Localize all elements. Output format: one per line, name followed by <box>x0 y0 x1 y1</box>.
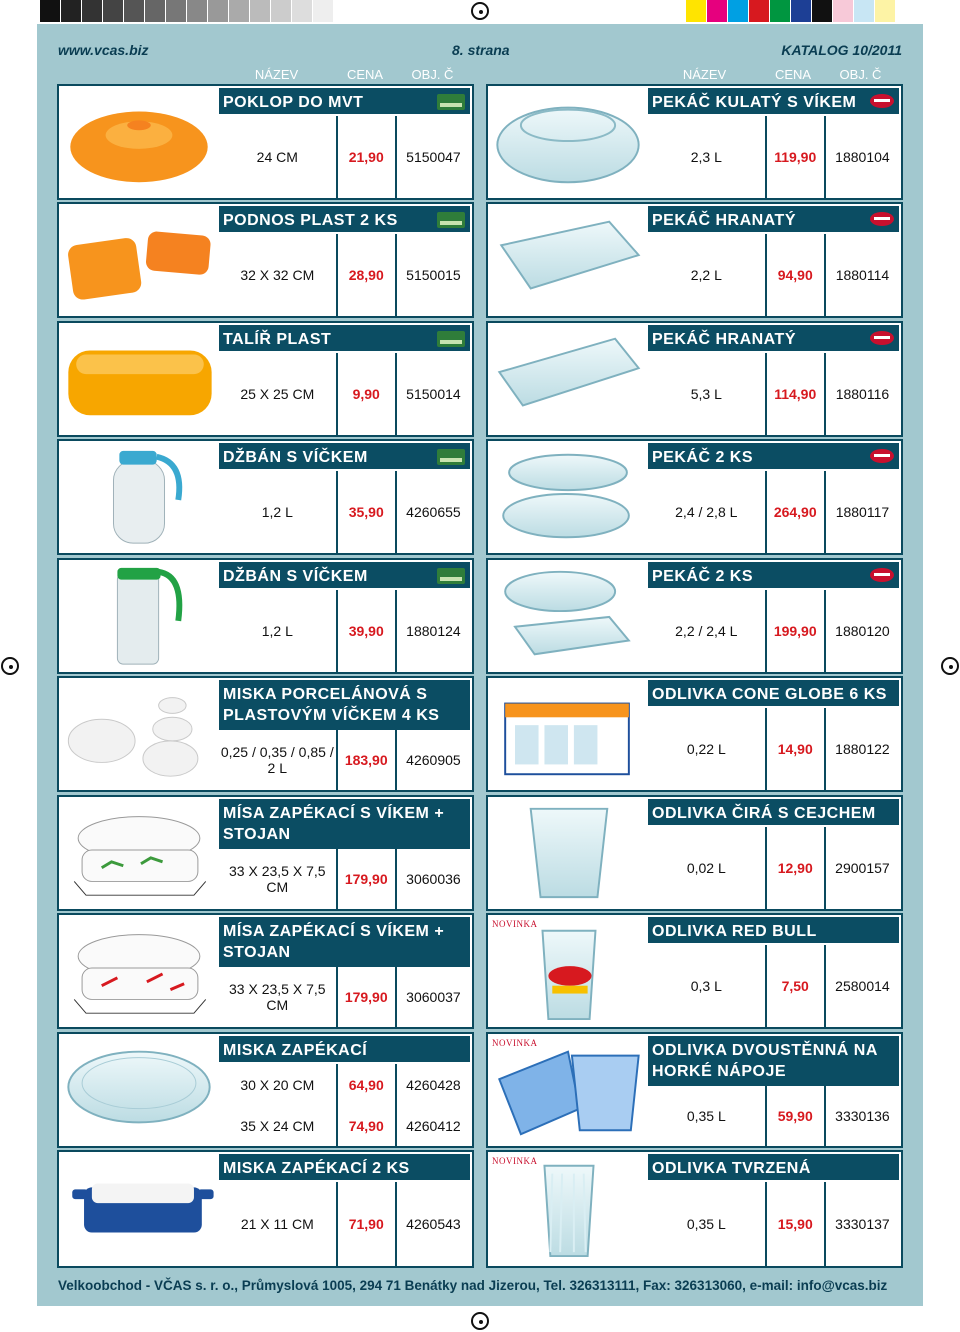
product-card[interactable] <box>486 913 903 1029</box>
product-size: 0,35 L <box>686 1216 726 1232</box>
product-code: 4260905 <box>395 730 470 790</box>
product-price: 119,90 <box>765 116 824 198</box>
brand-logo-icon <box>436 93 466 116</box>
product-title: TALÍŘ PLAST <box>219 325 470 351</box>
brand-logo-icon <box>869 93 895 114</box>
product-size: 21 X 11 CM <box>240 1216 314 1232</box>
product-image <box>61 88 217 194</box>
product-row <box>648 1182 899 1266</box>
product-title: MÍSA ZAPÉKACÍ S VÍKEM + STOJAN <box>219 917 470 967</box>
product-card[interactable] <box>486 676 903 792</box>
column-name: NÁZEV <box>682 67 727 82</box>
product-image <box>61 325 217 431</box>
product-title: POKLOP DO MVT <box>219 88 470 114</box>
product-title: PEKÁČ HRANATÝ <box>648 206 899 232</box>
product-code: 1880122 <box>824 708 899 790</box>
product-row <box>219 1105 470 1146</box>
product-card[interactable] <box>486 439 903 555</box>
product-price: 15,90 <box>765 1182 824 1266</box>
product-code: 1880114 <box>824 234 899 316</box>
product-size: 32 X 32 CM <box>240 267 315 283</box>
product-title: ODLIVKA ČIRÁ S CEJCHEM <box>648 799 899 825</box>
product-card[interactable] <box>486 202 903 318</box>
product-row <box>219 967 470 1027</box>
product-title: PEKÁČ 2 KS <box>648 443 899 469</box>
product-card[interactable] <box>486 1032 903 1148</box>
product-title: MÍSA ZAPÉKACÍ S VÍKEM + STOJAN <box>219 799 470 849</box>
product-image <box>490 206 646 312</box>
product-row <box>648 945 899 1027</box>
product-size: 1,2 L <box>261 504 293 520</box>
product-title: ODLIVKA RED BULL <box>648 917 899 943</box>
product-price: 114,90 <box>765 353 824 435</box>
product-title: PEKÁČ 2 KS <box>648 562 899 588</box>
product-card[interactable] <box>57 321 474 437</box>
catalog-name: KATALOG 10/2011 <box>781 42 902 58</box>
product-code: 3060037 <box>395 967 470 1027</box>
product-price: 179,90 <box>336 849 395 909</box>
product-code: 4260543 <box>395 1182 470 1266</box>
brand-logo-icon <box>436 448 466 471</box>
product-price: 12,90 <box>765 827 824 909</box>
product-card[interactable] <box>57 676 474 792</box>
site-url[interactable]: www.vcas.biz <box>58 42 149 58</box>
product-title: DŽBÁN S VÍČKEM <box>219 562 470 588</box>
product-size: 2,3 L <box>690 149 722 165</box>
product-code: 3330136 <box>824 1086 899 1146</box>
product-image <box>490 917 646 1023</box>
product-row <box>219 590 470 672</box>
product-price: 74,90 <box>336 1105 395 1146</box>
product-row <box>648 1086 899 1146</box>
product-code: 4260655 <box>395 471 470 553</box>
product-card[interactable] <box>57 439 474 555</box>
product-size: 33 X 23,5 X 7,5 CM <box>229 863 326 895</box>
product-title: MISKA ZAPÉKACÍ <box>219 1036 470 1062</box>
brand-logo-icon <box>869 567 895 588</box>
brand-logo-icon <box>436 567 466 590</box>
product-image <box>61 917 217 1023</box>
product-card[interactable] <box>486 321 903 437</box>
footer-contact: Velkoobchod - VČAS s. r. o., Průmyslová 1005, 294 71 Benátky nad Jizerou, Tel. 326313111, Fax: 326313060, e-mail: info@vcas.biz <box>58 1278 888 1293</box>
product-code: 1880124 <box>395 590 470 672</box>
product-price: 21,90 <box>336 116 395 198</box>
product-size: 25 X 25 CM <box>240 386 315 402</box>
product-row <box>219 234 470 316</box>
product-price: 28,90 <box>336 234 395 316</box>
product-image <box>61 206 217 312</box>
product-code: 4260412 <box>395 1105 470 1146</box>
product-card[interactable] <box>486 1150 903 1268</box>
brand-logo-icon <box>869 211 895 232</box>
product-card[interactable] <box>57 84 474 200</box>
registration-mark-icon <box>1 657 19 675</box>
product-image <box>490 325 646 431</box>
product-price: 14,90 <box>765 708 824 790</box>
registration-mark-icon <box>471 2 489 20</box>
product-size: 33 X 23,5 X 7,5 CM <box>229 981 326 1013</box>
product-size: 2,2 L <box>690 267 722 283</box>
product-code: 1880117 <box>824 471 899 553</box>
color-bar <box>686 0 896 22</box>
product-price: 9,90 <box>336 353 395 435</box>
product-row <box>219 353 470 435</box>
product-row <box>648 827 899 909</box>
product-price: 39,90 <box>336 590 395 672</box>
product-row <box>219 730 470 790</box>
product-code: 1880116 <box>824 353 899 435</box>
product-size: 0,3 L <box>690 978 722 994</box>
product-image <box>61 799 217 905</box>
product-card[interactable] <box>57 1032 474 1148</box>
product-code: 2580014 <box>824 945 899 1027</box>
column-headers-right <box>646 65 898 85</box>
product-image <box>490 1036 646 1142</box>
product-card[interactable] <box>486 795 903 911</box>
product-image <box>490 799 646 905</box>
grayscale-bar <box>40 0 334 22</box>
product-image <box>61 443 217 549</box>
product-code: 5150047 <box>395 116 470 198</box>
column-name: NÁZEV <box>254 67 299 82</box>
product-row <box>219 116 470 198</box>
product-row <box>648 234 899 316</box>
product-row <box>648 353 899 435</box>
product-row <box>219 1182 470 1266</box>
product-card[interactable] <box>57 913 474 1029</box>
product-title: MISKA PORCELÁNOVÁ S PLASTOVÝM VÍČKEM 4 KS <box>219 680 470 730</box>
product-size: 5,3 L <box>690 386 722 402</box>
product-size: 0,22 L <box>686 741 726 757</box>
product-size: 2,4 / 2,8 L <box>675 504 738 520</box>
new-badge: NOVINKA <box>492 919 538 929</box>
product-row <box>219 1064 470 1105</box>
column-order: OBJ. Č <box>411 67 454 82</box>
column-headers-left <box>218 65 470 85</box>
product-size: 0,02 L <box>686 860 726 876</box>
product-size: 35 X 24 CM <box>240 1117 315 1134</box>
product-image <box>61 1036 217 1142</box>
product-image <box>490 443 646 549</box>
product-code: 5150015 <box>395 234 470 316</box>
product-price: 264,90 <box>765 471 824 553</box>
product-code: 5150014 <box>395 353 470 435</box>
product-code: 1880104 <box>824 116 899 198</box>
product-code: 4260428 <box>395 1064 470 1105</box>
product-size: 1,2 L <box>261 623 293 639</box>
brand-logo-icon <box>869 330 895 351</box>
product-size: 30 X 20 CM <box>240 1076 315 1093</box>
product-card[interactable] <box>486 84 903 200</box>
brand-logo-icon <box>436 211 466 234</box>
registration-mark-icon <box>471 1312 489 1330</box>
product-size: 24 CM <box>256 149 298 165</box>
product-card[interactable] <box>57 795 474 911</box>
product-title: ODLIVKA TVRZENÁ <box>648 1154 899 1180</box>
product-row <box>648 116 899 198</box>
product-card[interactable] <box>57 1150 474 1268</box>
product-title: ODLIVKA DVOUSTĚNNÁ NA HORKÉ NÁPOJE <box>648 1036 899 1086</box>
product-title: DŽBÁN S VÍČKEM <box>219 443 470 469</box>
product-price: 35,90 <box>336 471 395 553</box>
product-price: 71,90 <box>336 1182 395 1266</box>
product-price: 64,90 <box>336 1064 395 1105</box>
product-image <box>61 1154 217 1260</box>
product-title: ODLIVKA CONE GLOBE 6 KS <box>648 680 899 706</box>
product-size: 0,25 / 0,35 / 0,85 / 2 L <box>220 744 334 776</box>
product-size: 2,2 / 2,4 L <box>675 623 738 639</box>
product-title: PEKÁČ HRANATÝ <box>648 325 899 351</box>
product-code: 1880120 <box>824 590 899 672</box>
product-price: 183,90 <box>336 730 395 790</box>
product-price: 179,90 <box>336 967 395 1027</box>
product-card[interactable] <box>486 558 903 674</box>
product-image <box>490 562 646 668</box>
new-badge: NOVINKA <box>492 1038 538 1048</box>
product-title: PEKÁČ KULATÝ S VÍKEM <box>648 88 899 114</box>
product-title: PODNOS PLAST 2 KS <box>219 206 470 232</box>
product-row <box>219 471 470 553</box>
product-code: 2900157 <box>824 827 899 909</box>
column-price: CENA <box>346 67 384 82</box>
product-image <box>490 1154 646 1260</box>
page-number: 8. strana <box>452 42 510 58</box>
product-card[interactable] <box>57 202 474 318</box>
product-price: 59,90 <box>765 1086 824 1146</box>
product-image <box>61 562 217 668</box>
product-code: 3330137 <box>824 1182 899 1266</box>
product-image <box>490 88 646 194</box>
product-price: 199,90 <box>765 590 824 672</box>
new-badge: NOVINKA <box>492 1156 538 1166</box>
product-card[interactable] <box>57 558 474 674</box>
registration-mark-icon <box>941 657 959 675</box>
product-code: 3060036 <box>395 849 470 909</box>
product-row <box>648 590 899 672</box>
brand-logo-icon <box>869 448 895 469</box>
column-order: OBJ. Č <box>839 67 882 82</box>
product-size: 0,35 L <box>686 1108 726 1124</box>
column-price: CENA <box>774 67 812 82</box>
product-image <box>490 680 646 786</box>
product-price: 7,50 <box>765 945 824 1027</box>
product-title: MISKA ZAPÉKACÍ 2 KS <box>219 1154 470 1180</box>
product-price: 94,90 <box>765 234 824 316</box>
product-row <box>648 708 899 790</box>
product-row <box>219 849 470 909</box>
product-row <box>648 471 899 553</box>
brand-logo-icon <box>436 330 466 353</box>
product-image <box>61 680 217 786</box>
